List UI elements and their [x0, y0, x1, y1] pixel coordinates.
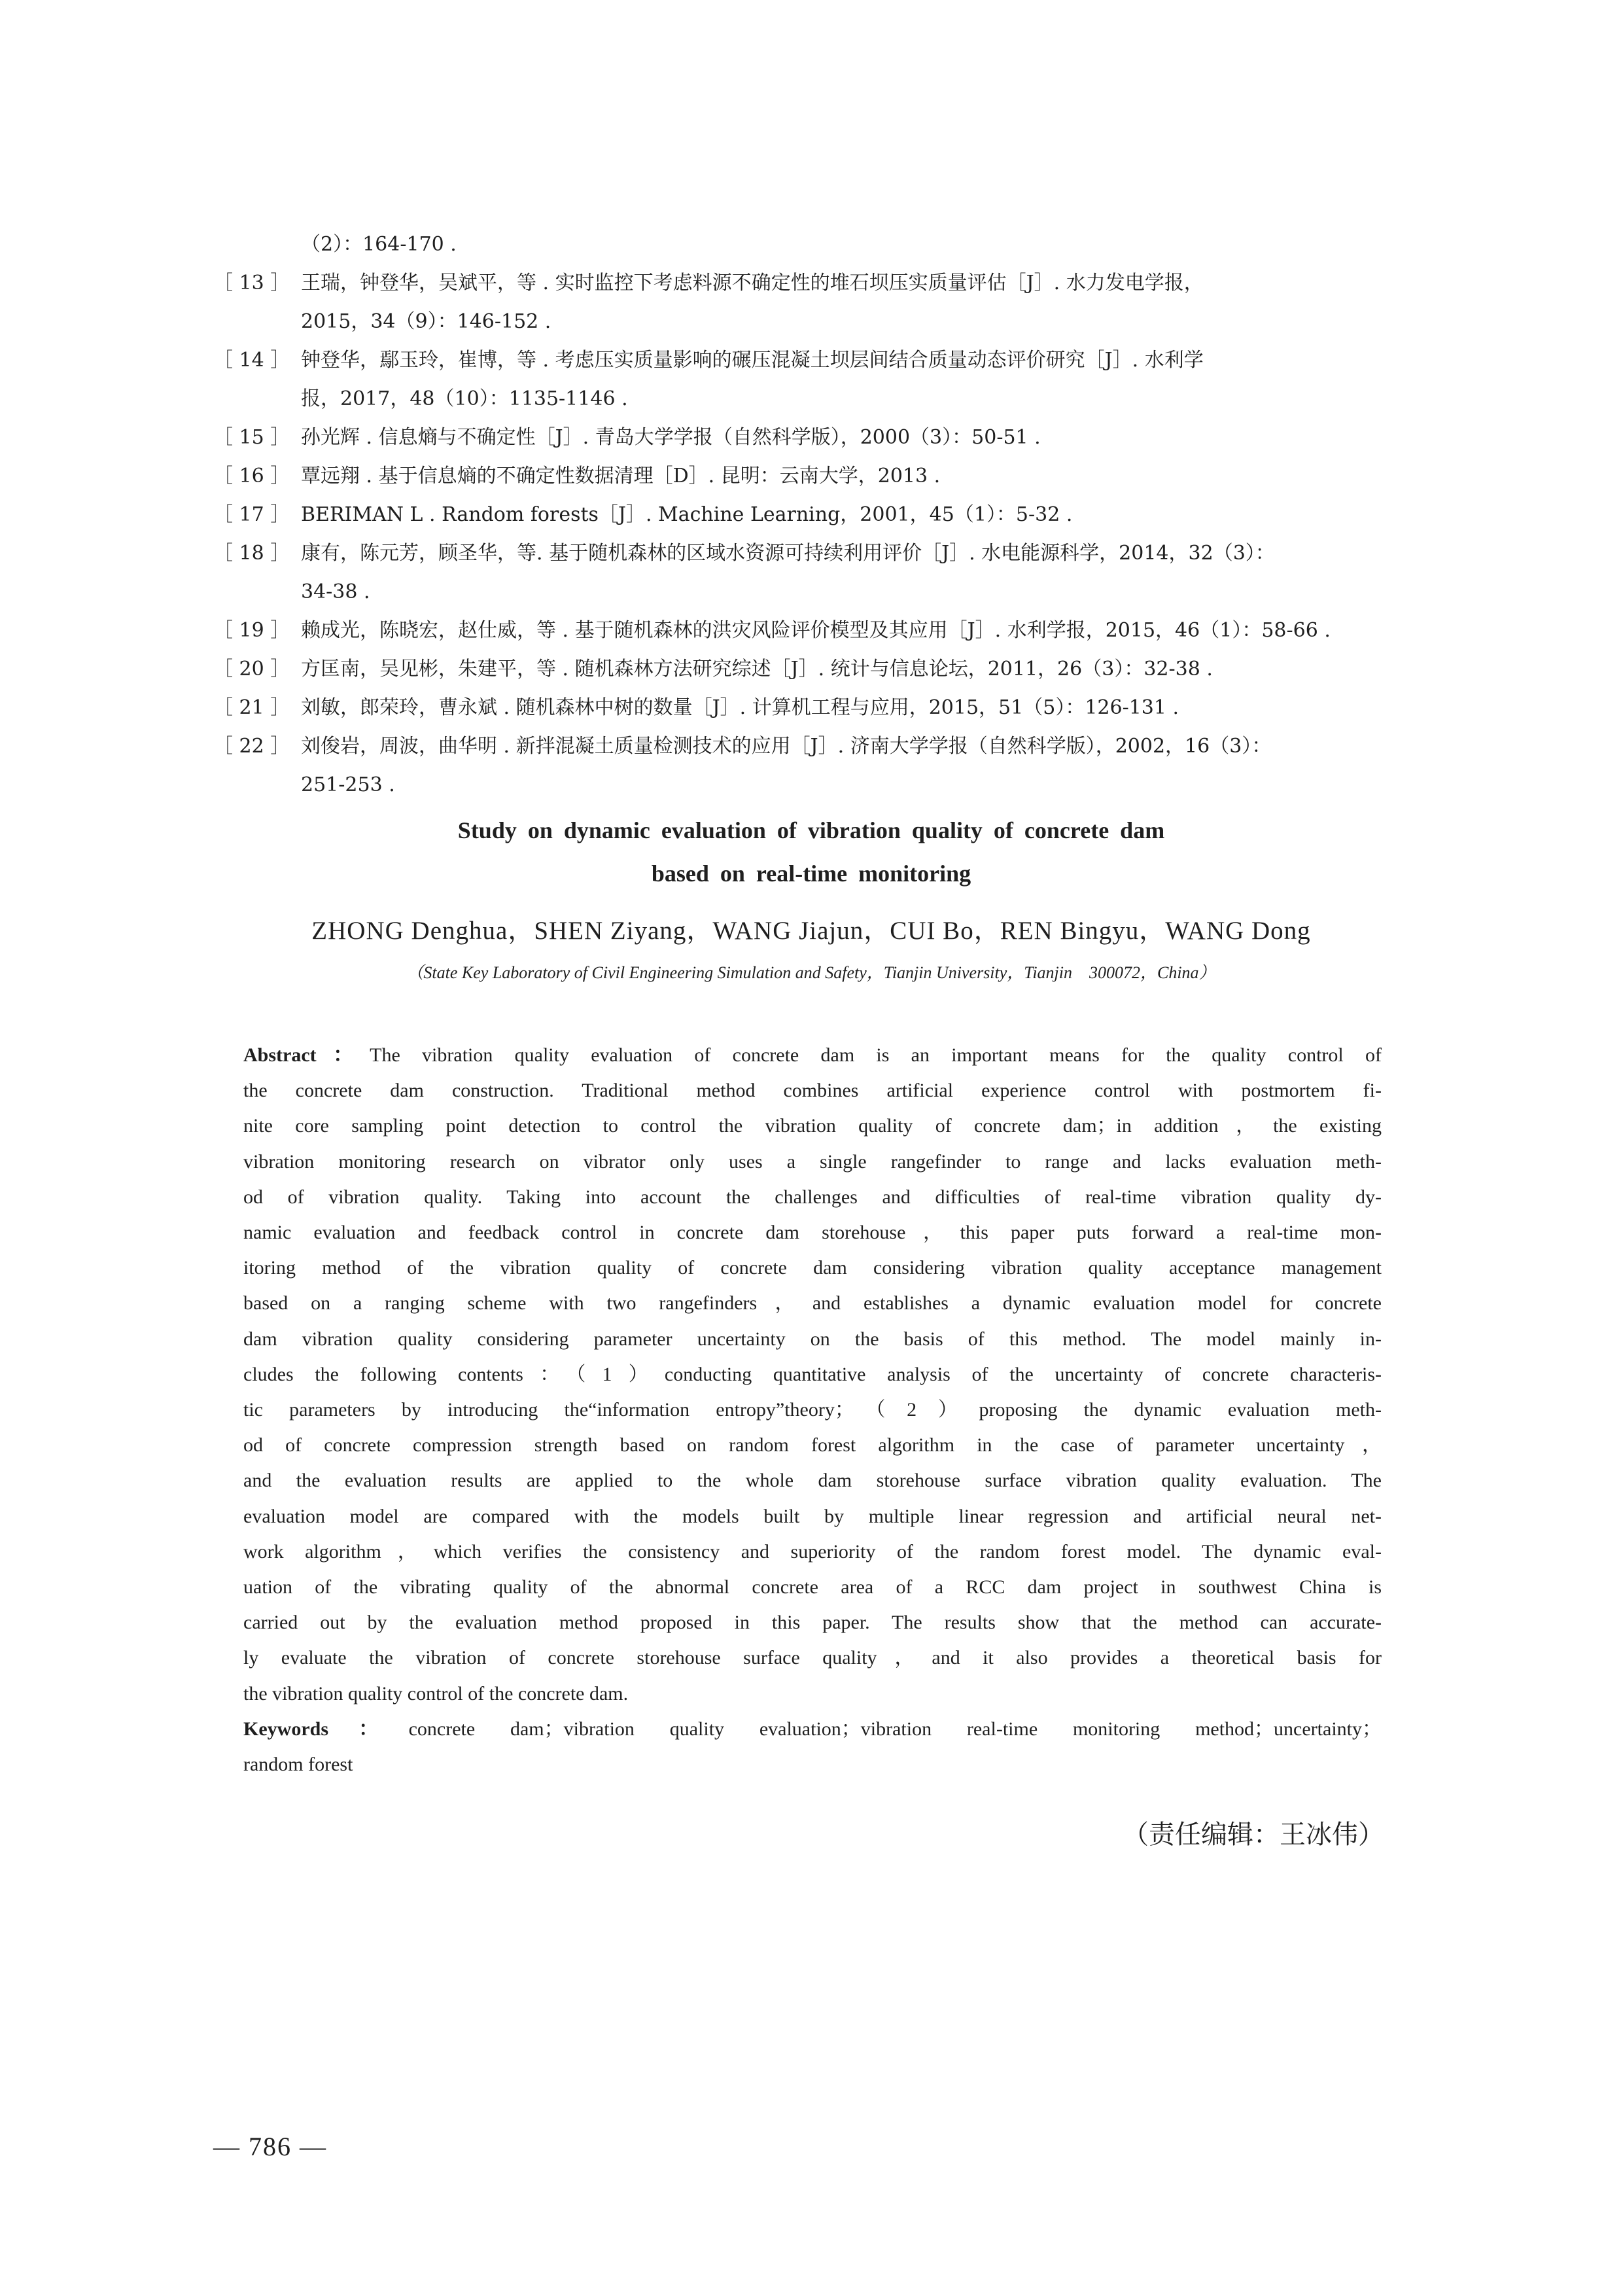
abstract-line: od of vibration quality. Taking into account the challenges and difficulties of real-time vibration quality dy-	[243, 1186, 1382, 1208]
abstract-line: the concrete dam construction. Traditional method combines artificial experience control with postmortem fi-	[243, 1080, 1382, 1102]
reference-text	[301, 650, 1410, 688]
english-title	[262, 809, 1361, 895]
affiliation: （State Key Laboratory of Civil Engineering Simulation and Safety，Tianjin University，Tianjin 300072，China）	[406, 963, 1216, 982]
author-list: ZHONG Denghua，SHEN Ziyang，WANG Jiajun，CUI Bo，REN Bingyu，WANG Dong	[311, 917, 1311, 945]
responsible-editor: （责任编辑：王冰伟）	[1123, 1820, 1384, 1850]
reference-number: ［ 17 ］	[213, 503, 290, 526]
abstract-line: cludes the following contents：（1）conducting quantitative analysis of the uncertainty of concrete characteris-	[243, 1363, 1382, 1385]
reference-text	[301, 688, 1410, 727]
reference-item	[213, 264, 1410, 341]
reference-number: ［ 20 ］	[213, 658, 290, 680]
reference-text	[301, 418, 1410, 457]
reference-item	[213, 611, 1410, 650]
abstract-line: nite core sampling point detection to control the vibration quality of concrete dam；in addition，the existing	[243, 1115, 1382, 1137]
reference-line: BERIMAN L . Random forests［J］. Machine Learning，2001，45（1）：5-32 .	[301, 503, 1073, 526]
reference-item	[213, 495, 1410, 534]
reference-text	[301, 727, 1410, 804]
reference-line: 赖成光，陈晓宏，赵仕威，等 . 基于随机森林的洪灾风险评价模型及其应用［J］. 水利学报，2015，46（1）：58-66 .	[301, 619, 1331, 642]
abstract-text: The vibration quality evaluation of concrete dam is an important means for the quality control of	[370, 1044, 1382, 1066]
reference-line: 覃远翔 . 基于信息熵的不确定性数据清理［D］. 昆明：云南大学，2013 .	[301, 465, 941, 487]
keywords-text: concrete dam；vibration quality evaluation；vibration real-time monitoring method；uncertainty；	[408, 1718, 1382, 1740]
reference-number: ［ 19 ］	[213, 619, 290, 642]
reference-line: 报，2017，48（10）：1135-1146 .	[301, 387, 628, 410]
reference-number: ［ 13 ］	[213, 272, 290, 294]
reference-line: 2015，34（9）：146-152 .	[301, 310, 551, 333]
reference-item	[213, 650, 1410, 688]
reference-item	[213, 727, 1410, 804]
abstract-line: namic evaluation and feedback control in concrete dam storehouse，this paper puts forward a real-time mon-	[243, 1222, 1382, 1244]
reference-item	[213, 534, 1410, 611]
reference-text	[301, 534, 1410, 611]
abstract	[243, 1038, 1382, 1782]
reference-line: 刘敏，郎荣玲，曹永斌 . 随机森林中树的数量［J］. 计算机工程与应用，2015，51（5）：126-131 .	[301, 696, 1179, 719]
reference-number: ［ 21 ］	[213, 696, 290, 719]
title-line: based on real-time monitoring	[651, 860, 971, 887]
abstract-line: work algorithm，which verifies the consistency and superiority of the random forest model. The dynamic eval-	[243, 1540, 1382, 1563]
abstract-line: ly evaluate the vibration of concrete storehouse surface quality，and it also provides a theoretical basis for	[243, 1647, 1382, 1669]
reference-item	[213, 418, 1410, 457]
keywords-line: random forest	[243, 1754, 353, 1776]
reference-text	[301, 495, 1410, 534]
abstract-line	[243, 1038, 1382, 1073]
reference-item	[213, 457, 1410, 495]
reference-item	[213, 341, 1410, 418]
reference-list	[213, 225, 1410, 804]
reference-line: 孙光辉 . 信息熵与不确定性［J］. 青岛大学学报（自然科学版），2000（3）：50-51 .	[301, 426, 1041, 449]
keywords-line	[243, 1712, 1382, 1747]
reference-text	[301, 457, 1410, 495]
reference-text	[301, 264, 1410, 341]
reference-line: 刘俊岩，周波，曲华明 . 新拌混凝土质量检测技术的应用［J］. 济南大学学报（自然科学版），2002，16（3）：	[301, 735, 1272, 758]
page-number: — 786 —	[213, 2132, 327, 2161]
abstract-line: evaluation model are compared with the models built by multiple linear regression and artificial neural net-	[243, 1505, 1382, 1527]
reference-line: 方匡南，吴见彬，朱建平，等 . 随机森林方法研究综述［J］. 统计与信息论坛，2011，26（3）：32-38 .	[301, 658, 1213, 680]
reference-number: ［ 18 ］	[213, 542, 290, 565]
reference-item	[213, 688, 1410, 727]
abstract-line: based on a ranging scheme with two rangefinders，and establishes a dynamic evaluation model for concrete	[243, 1292, 1382, 1315]
keywords-label: Keywords：	[243, 1718, 409, 1740]
reference-continuation: （2）：164-170 .	[301, 233, 457, 256]
abstract-line: od of concrete compression strength based on random forest algorithm in the case of parameter uncertainty，	[243, 1434, 1382, 1457]
reference-line: 251-253 .	[301, 773, 395, 796]
reference-line: 王瑞，钟登华，吴斌平，等 . 实时监控下考虑料源不确定性的堆石坝压实质量评估［J］. 水力发电学报，	[301, 272, 1204, 294]
abstract-line: carried out by the evaluation method proposed in this paper. The results show that the method can accurate-	[243, 1612, 1382, 1634]
abstract-line: uation of the vibrating quality of the abnormal concrete area of a RCC dam project in southwest China is	[243, 1576, 1382, 1598]
reference-number: ［ 15 ］	[213, 426, 290, 449]
reference-line: 康有，陈元芳，顾圣华，等. 基于随机森林的区域水资源可持续利用评价［J］. 水电能源科学，2014，32（3）：	[301, 542, 1275, 565]
reference-number: ［ 16 ］	[213, 465, 290, 487]
reference-line: 钟登华，鄢玉玲，崔博，等 . 考虑压实质量影响的碾压混凝土坝层间结合质量动态评价研究［J］. 水利学	[301, 349, 1204, 372]
abstract-line: dam vibration quality considering parameter uncertainty on the basis of this method. The model mainly in-	[243, 1328, 1382, 1350]
reference-line: 34-38 .	[301, 580, 370, 603]
abstract-line: vibration monitoring research on vibrator only uses a single rangefinder to range and lacks evaluation meth-	[243, 1150, 1382, 1173]
reference-number: ［ 14 ］	[213, 349, 290, 372]
abstract-label: Abstract：	[243, 1044, 370, 1066]
abstract-line: and the evaluation results are applied to the whole dam storehouse surface vibration quality evaluation. The	[243, 1470, 1382, 1492]
reference-number: ［ 22 ］	[213, 735, 290, 758]
abstract-line: the vibration quality control of the concrete dam.	[243, 1682, 629, 1704]
abstract-line: itoring method of the vibration quality of concrete dam considering vibration quality acceptance management	[243, 1257, 1382, 1279]
reference-text	[301, 611, 1410, 650]
abstract-line: tic parameters by introducing the“information entropy”theory；（2）proposing the dynamic evaluation meth-	[243, 1399, 1382, 1421]
reference-text	[301, 341, 1410, 418]
title-line: Study on dynamic evaluation of vibration quality of concrete dam	[457, 817, 1165, 843]
